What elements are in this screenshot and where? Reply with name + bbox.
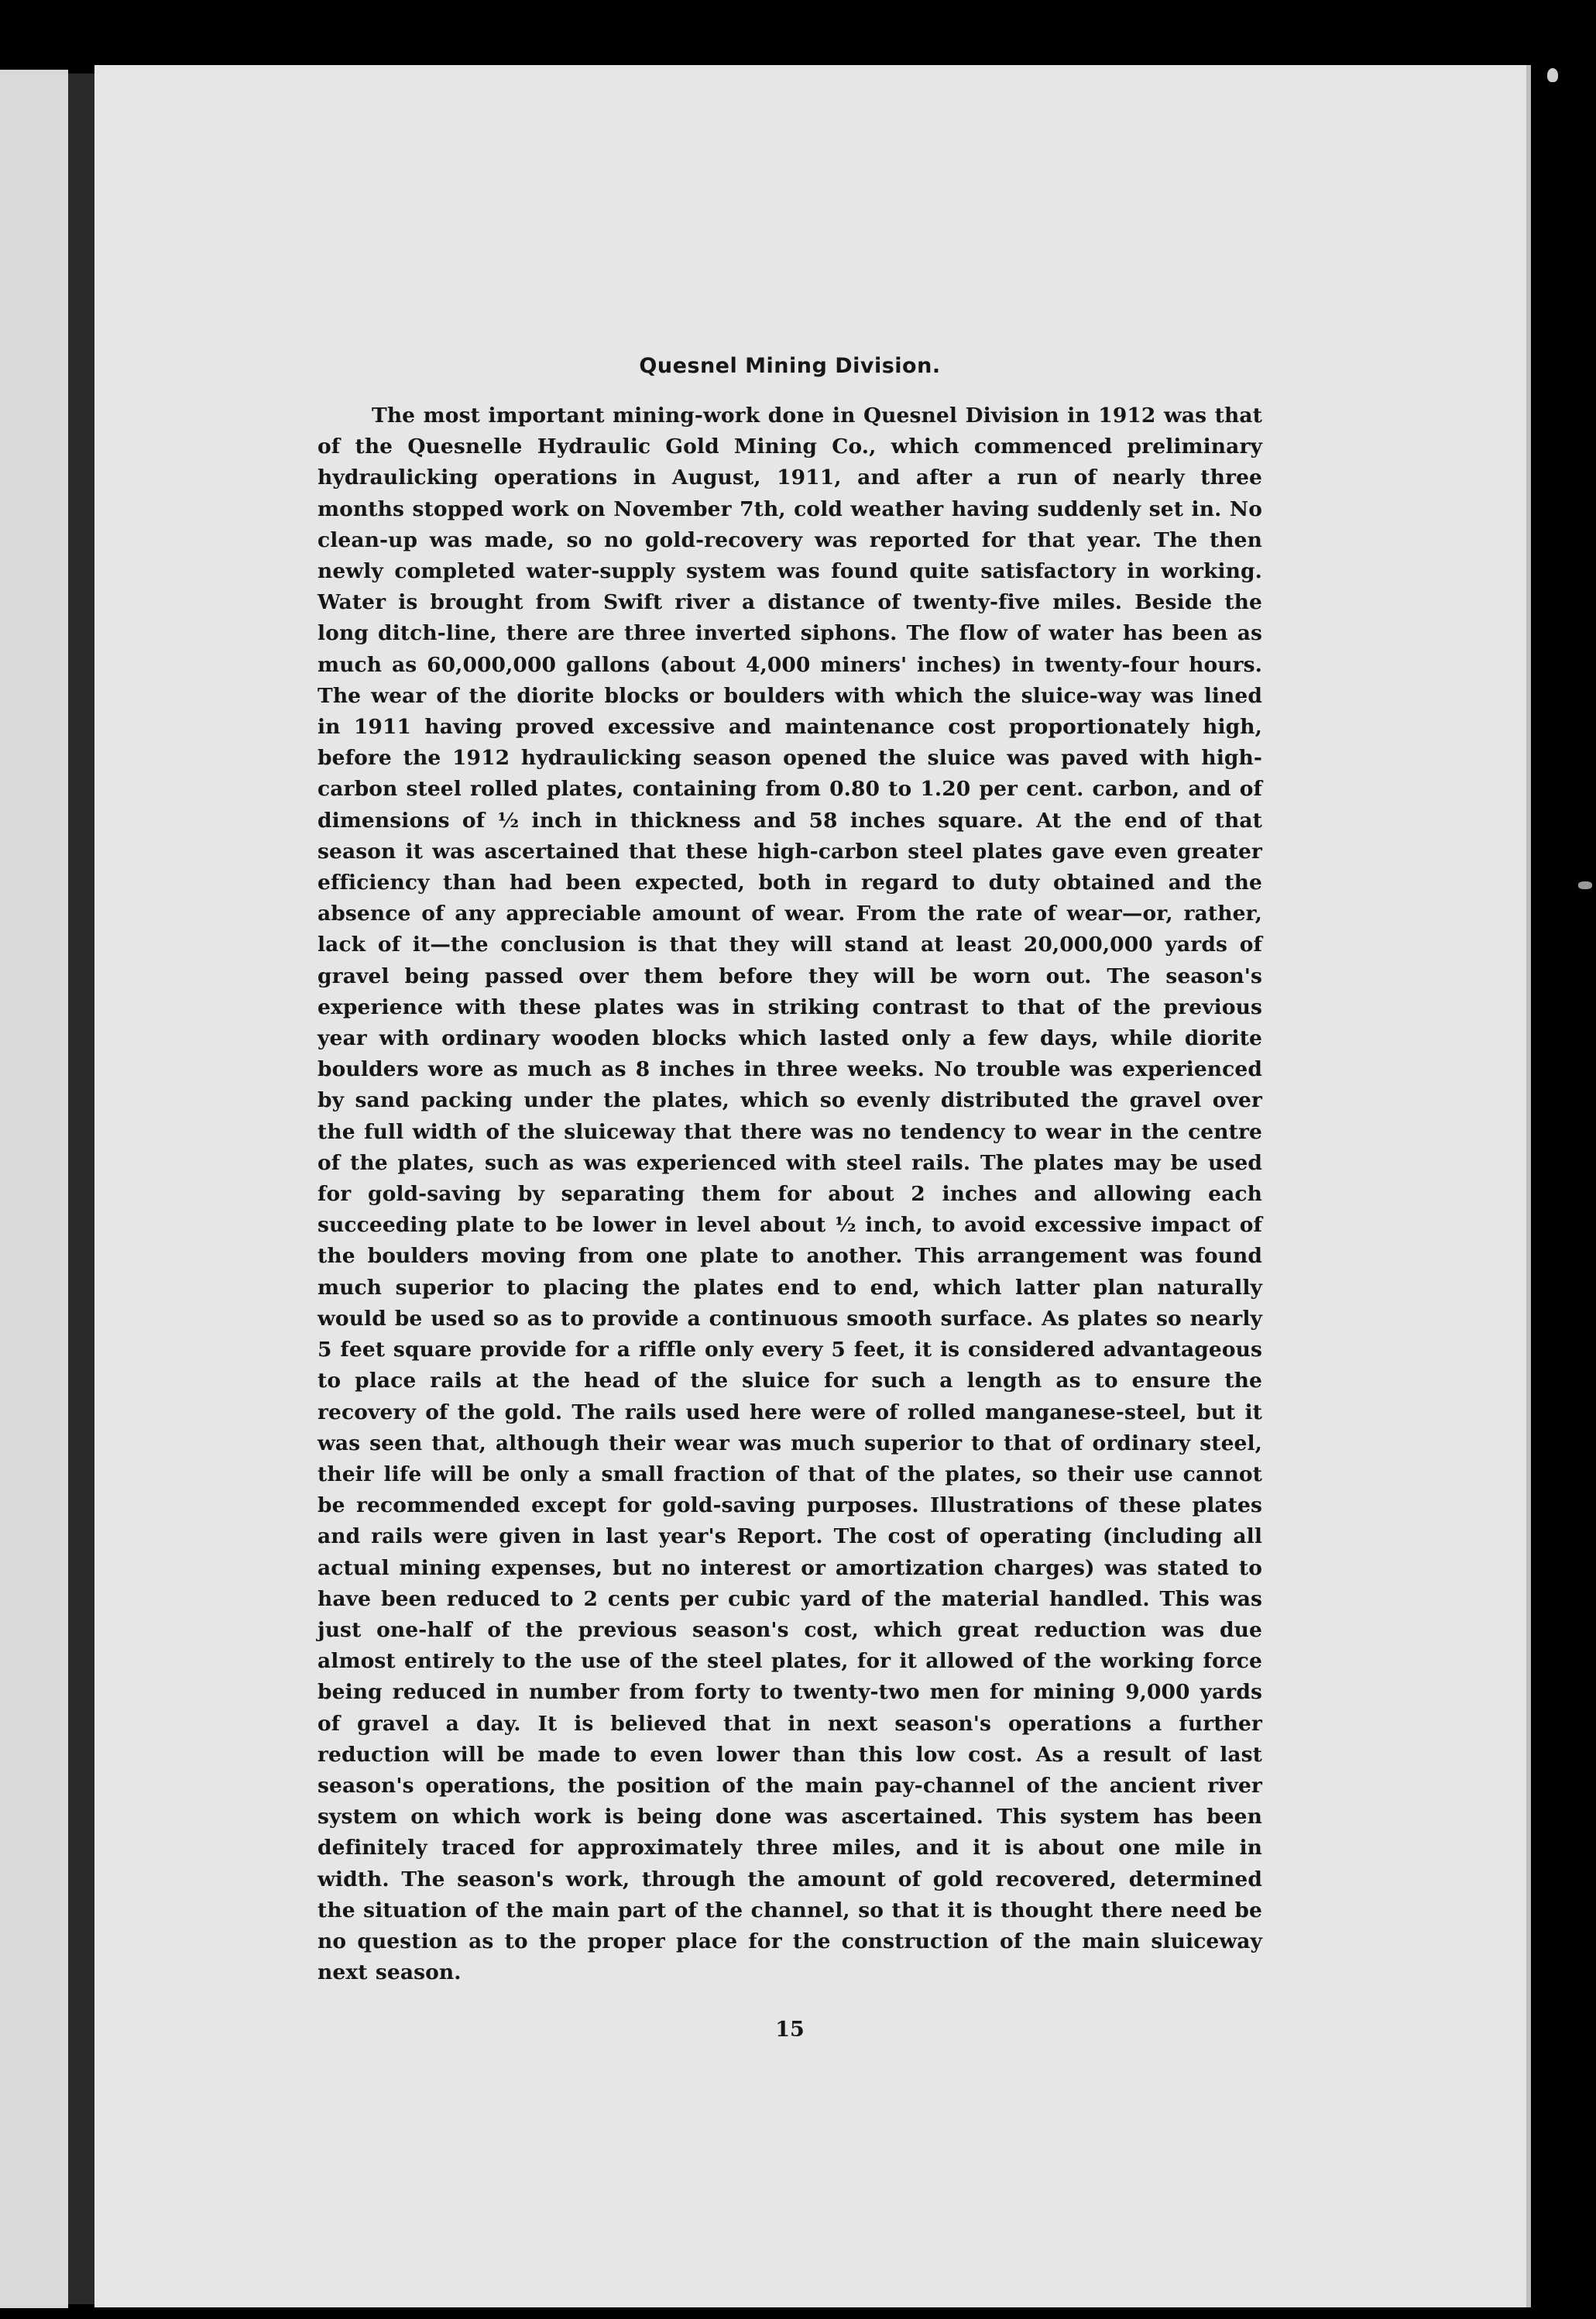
facing-page-edge — [0, 70, 68, 2308]
page-number: 15 — [775, 2018, 805, 2042]
section-heading: Quesnel Mining Division. — [639, 354, 941, 378]
body-paragraph: The most important mining-work done in Quesnel Division in 1912 was that of the Quesnelle Hydraulic Gold Mining Co., which commenced preliminary hydraulicking operations in August, 1911, and after a run of nearly three months stopped work on November 7th, cold weather having suddenly set in. No clean-up was made, so no gold-recovery was reported for that year. The then newly completed water-supply system was found quite satisfactory in working. Water is brought from Swift river a distance of twenty-five miles. Beside the long ditch-line, there are three inverted siphons. The flow of water has been as much as 60,000,000 gallons (about 4,000 miners' inches) in twenty-four hours. The wear of the diorite blocks or boulders with which the sluice-way was lined in 1911 having proved excessive and maintenance cost proportionately high, before the 1912 hydraulicking season opened the sluice was paved with high-carbon steel rolled plates, containing from 0.80 to 1.20 per cent. carbon, and of dimensions of ½ inch in thickness and 58 inches square. At the end of that season it was ascertained that these high-carbon steel plates gave even greater efficiency than had been expected, both in regard to duty obtained and the absence of any appreciable amount of wear. From the rate of wear—or, rather, lack of it—the conclusion is that they will stand at least 20,000,000 yards of gravel being passed over them before they will be worn out. The season's experience with these plates was in striking contrast to that of the previous year with ordinary wooden blocks which lasted only a few days, while diorite boulders wore as much as 8 inches in three weeks. No trouble was experienced by sand packing under the plates, which so evenly distributed the gravel over the full width of the sluiceway that there was no tendency to wear in the centre of the plates, such as was experienced with steel rails. The plates may be used for gold-saving by separating them for about 2 inches and allowing each succeeding plate to be lower in level about ½ inch, to avoid excessive impact of the boulders moving from one plate to another. This arrangement was found much superior to placing the plates end to end, which latter plan naturally would be used so as to provide a continuous smooth surface. As plates so nearly 5 feet square provide for a riffle only every 5 feet, it is considered advantageous to place rails at the head of the sluice for such a length as to ensure the recovery of the gold. The rails used here were of rolled manganese-steel, but it was seen that, although their wear was much superior to that of ordinary steel, their life will be only a small fraction of that of the plates, so their use cannot be recommended except for gold-saving purposes. Illustrations of these plates and rails were given in last year's Report. The cost of operating (including all actual mining expenses, but no interest or amortization charges) was stated to have been reduced to 2 cents per cubic yard of the material handled. This was just one-half of the previous season's cost, which great reduction was due almost entirely to the use of the steel plates, for it allowed of the working force being reduced in number from forty to twenty-two men for mining 9,000 yards of gravel a day. It is believed that in next season's operations a further reduction will be made to even lower than this low cost. As a result of last season's operations, the position of the main pay-channel of the ancient river system on which work is being done was ascertained. This system has been definitely traced for approximately three miles, and it is about one mile in width. The season's work, through the amount of gold recovered, determined the situation of the main part of the channel, so that it is thought there need be no question as to the proper place for the construction of the main sluiceway next season. — [317, 404, 1262, 1985]
margin-mark — [1547, 68, 1558, 82]
edge-mark — [1578, 881, 1592, 889]
gutter-shadow — [68, 74, 94, 2304]
page-text-block — [317, 352, 1262, 2044]
